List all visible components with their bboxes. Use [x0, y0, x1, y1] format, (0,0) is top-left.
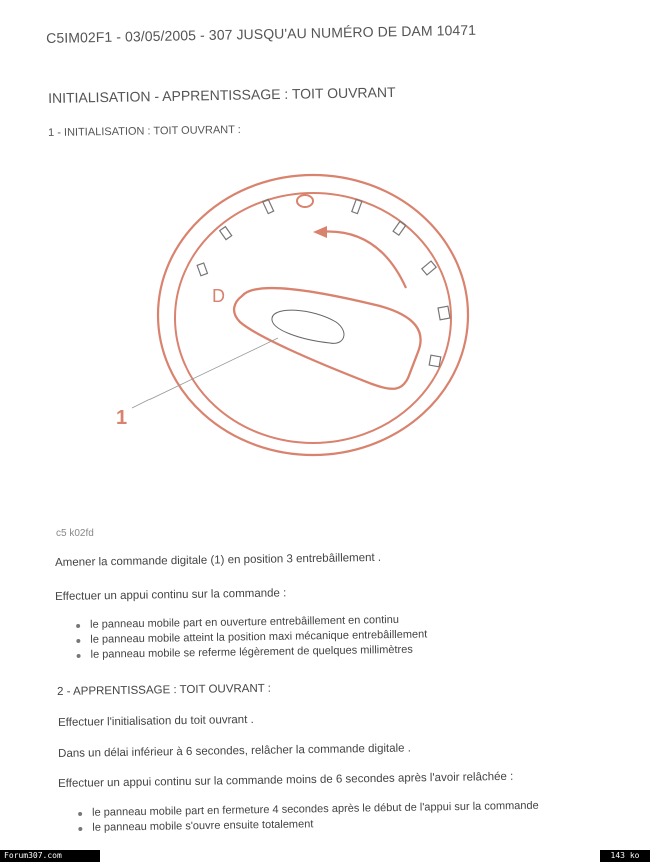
position-ticks: [197, 199, 450, 366]
list-item: le panneau mobile s'ouvre ensuite totalement: [78, 814, 539, 836]
document-header: C5IM02F1 - 03/05/2005 - 307 JUSQU'AU NUMÉRO DE DAM 10471: [46, 21, 477, 46]
arrow-head: [313, 226, 327, 238]
d-mark: D: [212, 286, 225, 306]
bullet-list-2: [78, 799, 539, 836]
step-3: Effectuer l'initialisation du toit ouvrant .: [58, 713, 254, 729]
step-1: Amener la commande digitale (1) en position 3 entrebâillement .: [55, 551, 382, 569]
bullet-list-1: [76, 612, 428, 663]
step-5: Effectuer un appui continu sur la commande moins de 6 secondes après l'avoir relâchée :: [58, 770, 514, 790]
list-item: le panneau mobile part en fermeture 4 secondes après le début de l'appui sur la commande: [78, 799, 539, 821]
list-item: le panneau mobile atteint la position maxi mécanique entrebâillement: [76, 627, 427, 648]
step-2: Effectuer un appui continu sur la commande :: [55, 587, 287, 603]
o-mark: [297, 195, 313, 207]
sunroof-control-diagram: [150, 170, 480, 470]
subsection-1-title: 1 - INITIALISATION : TOIT OUVRANT :: [48, 123, 241, 139]
control-lever: [234, 288, 421, 389]
list-item: le panneau mobile se referme légèrement de quelques millimètres: [76, 642, 427, 663]
direction-arrow: [318, 231, 406, 288]
footer-size-label: 143 ko: [600, 850, 650, 862]
callout-label: 1: [116, 407, 128, 429]
figure-caption: c5 k02fd: [56, 528, 94, 539]
section-title: INITIALISATION - APPRENTISSAGE : TOIT OUVRANT: [48, 83, 396, 106]
subsection-2-title: 2 - APPRENTISSAGE : TOIT OUVRANT :: [57, 682, 272, 698]
thumb-recess: [272, 310, 344, 343]
step-4: Dans un délai inférieur à 6 secondes, relâcher la commande digitale .: [58, 742, 412, 760]
footer-site-label: Forum307.com: [0, 850, 100, 862]
outer-ring: [158, 175, 468, 455]
list-item: le panneau mobile part en ouverture entrebâillement en continu: [76, 612, 427, 633]
callout-line: [150, 338, 278, 408]
callout-overlay: [110, 395, 150, 430]
